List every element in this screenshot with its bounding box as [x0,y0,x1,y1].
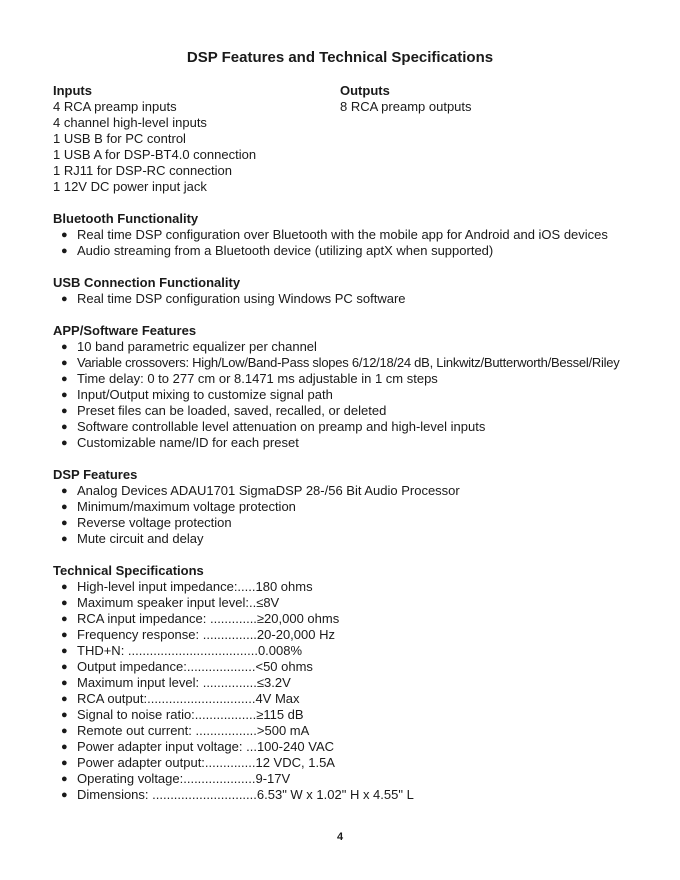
dsp-item [53,499,460,515]
bullet-icon: ● [61,485,68,497]
bullet-icon: ● [61,629,68,641]
usb-item [53,291,406,307]
spec-label: Power adapter output:.............. [77,755,256,770]
app-item [53,387,620,403]
spec-item [53,691,414,707]
bullet-icon: ● [61,245,68,257]
bullet-icon: ● [61,597,68,609]
spec-value: 20-20,000 Hz [256,627,335,642]
spec-item [53,595,414,611]
inputs-section [53,83,256,195]
app-section [53,323,620,451]
bullet-icon: ● [61,293,68,305]
dsp-item [53,531,460,547]
bullet-icon: ● [61,613,68,625]
spec-item [53,643,414,659]
outputs-section [340,83,472,115]
outputs-heading: Outputs [340,83,390,98]
spec-label: RCA output:.............................. [77,691,256,706]
inputs-heading: Inputs [53,83,92,98]
input-item: 1 USB B for PC control [53,131,186,146]
dsp-item-text: Minimum/maximum voltage protection [77,499,296,514]
spec-label: Power adapter input voltage: ... [77,739,257,754]
spec-value: >500 mA [256,723,310,738]
bullet-icon: ● [61,661,68,673]
spec-item [53,755,414,771]
spec-label: Frequency response: ............... [77,627,257,642]
spec-label: Maximum speaker input level:.. [77,595,257,610]
dsp-item-text: Analog Devices ADAU1701 SigmaDSP 28-/56 Bit Audio Processor [77,483,460,498]
bullet-icon: ● [61,773,68,785]
usb-item-text: Real time DSP configuration using Windows PC software [77,291,406,306]
spec-value: 12 VDC, 1.5A [255,755,335,770]
app-item-text: Preset files can be loaded, saved, recalled, or deleted [77,403,387,418]
app-heading: APP/Software Features [53,323,197,338]
spec-label: Operating voltage:.................... [77,771,256,786]
app-item [53,403,620,419]
app-item-text: Customizable name/ID for each preset [77,435,299,450]
page-number: 4 [336,831,344,843]
input-item: 4 channel high-level inputs [53,115,207,130]
spec-value: 4V Max [255,691,300,706]
spec-label: Output impedance:................... [77,659,256,674]
bluetooth-item [53,227,608,243]
app-item [53,355,620,371]
dsp-item [53,483,460,499]
spec-item [53,739,414,755]
output-item: 8 RCA preamp outputs [340,99,472,114]
usb-section [53,275,406,307]
bullet-icon: ● [61,421,68,433]
bullet-icon: ● [61,341,68,353]
spec-value: ≤8V [256,595,280,610]
spec-value: 100-240 VAC [256,739,335,754]
app-item [53,419,620,435]
input-item: 4 RCA preamp inputs [53,99,177,114]
spec-label: Remote out current: ................. [77,723,257,738]
input-item: 1 12V DC power input jack [53,179,207,194]
spec-item [53,707,414,723]
spec-value: 9-17V [255,771,291,786]
bullet-icon: ● [61,229,68,241]
spec-item [53,771,414,787]
bluetooth-section [53,211,608,259]
bullet-icon: ● [61,437,68,449]
bullet-icon: ● [61,789,68,801]
bullet-icon: ● [61,725,68,737]
specs-section [53,563,414,803]
spec-value: ≥20,000 ohms [256,611,340,626]
input-item: 1 RJ11 for DSP-RC connection [53,163,232,178]
spec-label: Dimensions: ............................. [77,787,257,802]
dsp-heading: DSP Features [53,467,138,482]
bullet-icon: ● [61,709,68,721]
spec-item [53,579,414,595]
spec-item [53,675,414,691]
dsp-item [53,515,460,531]
spec-label: THD+N: .................................... [77,643,258,658]
spec-value: <50 ohms [255,659,313,674]
spec-item [53,723,414,739]
spec-value: 6.53" W x 1.02" H x 4.55" L [256,787,414,802]
usb-heading: USB Connection Functionality [53,275,241,290]
spec-value: ≤3.2V [256,675,291,690]
bullet-icon: ● [61,373,68,385]
app-item [53,435,620,451]
bluetooth-item-text: Audio streaming from a Bluetooth device (utilizing aptX when supported) [77,243,494,258]
app-item-text: Variable crossovers: High/Low/Band-Pass slopes 6/12/18/24 dB, Linkwitz/Butterworth/Bessel/Riley [77,355,620,370]
app-item [53,339,620,355]
app-item [53,371,620,387]
bullet-icon: ● [61,677,68,689]
specs-heading: Technical Specifications [53,563,204,578]
spec-item [53,611,414,627]
spec-value: 0.008% [257,643,303,658]
spec-item [53,627,414,643]
bullet-icon: ● [61,645,68,657]
bluetooth-item [53,243,608,259]
bluetooth-heading: Bluetooth Functionality [53,211,199,226]
app-item-text: 10 band parametric equalizer per channel [77,339,317,354]
dsp-item-text: Mute circuit and delay [77,531,204,546]
spec-label: RCA input impedance: ............. [77,611,257,626]
app-item-text: Input/Output mixing to customize signal path [77,387,333,402]
dsp-item-text: Reverse voltage protection [77,515,232,530]
bullet-icon: ● [61,389,68,401]
spec-item [53,787,414,803]
bullet-icon: ● [61,741,68,753]
spec-item [53,659,414,675]
spec-value: 180 ohms [255,579,313,594]
dsp-section [53,467,460,547]
bullet-icon: ● [61,501,68,513]
page-title: DSP Features and Technical Specifications [186,49,494,66]
input-item: 1 USB A for DSP-BT4.0 connection [53,147,257,162]
spec-label: Maximum input level: ............... [77,675,257,690]
bullet-icon: ● [61,517,68,529]
bullet-icon: ● [61,357,68,369]
bullet-icon: ● [61,533,68,545]
spec-value: ≥115 dB [256,707,304,722]
bullet-icon: ● [61,693,68,705]
app-item-text: Time delay: 0 to 277 cm or 8.1471 ms adjustable in 1 cm steps [77,371,438,386]
spec-label: Signal to noise ratio:................. [77,707,257,722]
bullet-icon: ● [61,405,68,417]
spec-label: High-level input impedance:..... [77,579,256,594]
bullet-icon: ● [61,581,68,593]
bluetooth-item-text: Real time DSP configuration over Bluetooth with the mobile app for Android and iOS devices [77,227,608,242]
app-item-text: Software controllable level attenuation on preamp and high-level inputs [77,419,486,434]
bullet-icon: ● [61,757,68,769]
